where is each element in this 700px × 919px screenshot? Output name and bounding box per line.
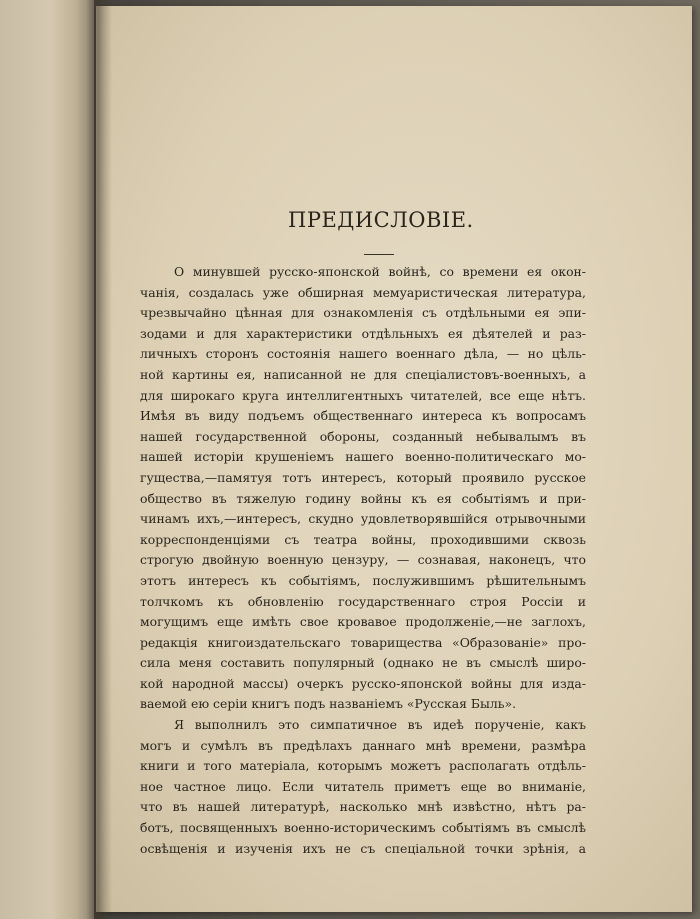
- heading-rule: [364, 254, 394, 255]
- left-facing-page: [0, 0, 94, 919]
- text-line: могъ и сумѣлъ въ предѣлахъ даннаго мнѣ времени, размѣра: [140, 737, 586, 753]
- text-line: толчкомъ къ обновленію государственнаго строя Россіи и: [140, 593, 586, 609]
- text-line: зодами и для характеристики отдѣльныхъ ея дѣятелей и раз-: [140, 325, 586, 341]
- book-gutter-shadow: [86, 0, 112, 919]
- text-line: для широкаго круга интеллигентныхъ читателей, все еще нѣтъ.: [140, 387, 586, 403]
- text-line: строгую двойную военную цензуру, — сознавая, наконецъ, что: [140, 552, 586, 568]
- text-line: книги и того матеріала, которымъ можетъ располагать отдѣль-: [140, 758, 586, 774]
- text-line: О минувшей русско-японской войнѣ, со времени ея окон-: [174, 264, 586, 279]
- text-line: чрезвычайно цѣнная для ознакомленія съ отдѣльными ея эпи-: [140, 305, 586, 321]
- text-line: что въ нашей литературѣ, насколько мнѣ извѣстно, нѣтъ ра-: [140, 799, 586, 815]
- body-text: [140, 262, 586, 859]
- text-line: Имѣя въ виду подъемъ общественнаго интереса къ вопросамъ: [140, 408, 586, 424]
- text-line: ваемой ею серіи книгъ подъ названіемъ «Русская Быль».: [140, 696, 517, 712]
- text-line: Я выполнилъ это симпатичное въ идеѣ порученіе, какъ: [174, 717, 586, 733]
- text-line: общество въ тяжелую годину войны къ ея событіямъ и при-: [140, 490, 586, 506]
- page-heading: ПРЕДИСЛОВІЕ.: [288, 208, 474, 232]
- text-line: нашей исторіи крушеніемъ нашего военно-политическаго мо-: [140, 449, 586, 465]
- text-line: нашей государственной обороны, созданный небывалымъ въ: [140, 428, 586, 444]
- text-line: ное частное лицо. Если читатель приметъ еще во вниманіе,: [140, 778, 586, 794]
- text-line: корреспонденціями съ театра войны, проходившими сквозь: [140, 531, 586, 547]
- text-line: ной картины ея, написанной не для спеціалистовъ-военныхъ, а: [140, 366, 586, 382]
- text-line: могущимъ еще имѣть свое кровавое продолженіе,—не заглохъ,: [140, 614, 586, 630]
- text-line: освѣщенія и изученія ихъ не съ спеціальной точки зрѣнія, а: [140, 840, 586, 856]
- text-line: кой народной массы) очеркъ русско-японской войны для изда-: [140, 675, 586, 691]
- text-line: ботъ, посвященныхъ военно-историческимъ событіямъ въ смыслѣ: [140, 820, 586, 836]
- text-line: гущества,—памятуя тотъ интересъ, который проявило русское: [140, 469, 586, 485]
- text-line: чанія, создалась уже обширная мемуаристическая литература,: [140, 284, 586, 300]
- text-line: этотъ интересъ къ событіямъ, послужившимъ рѣшительнымъ: [140, 572, 586, 588]
- text-line: личныхъ сторонъ состоянія нашего военнаго дѣла, — но цѣль-: [140, 346, 586, 362]
- text-line: сила меня составить популярный (однако не въ смыслѣ широ-: [140, 655, 586, 671]
- text-line: чинамъ ихъ,—интересъ, скудно удовлетворявшійся отрывочными: [140, 511, 586, 527]
- text-line: редакція книгоиздательскаго товарищества «Образованіе» про-: [140, 634, 586, 650]
